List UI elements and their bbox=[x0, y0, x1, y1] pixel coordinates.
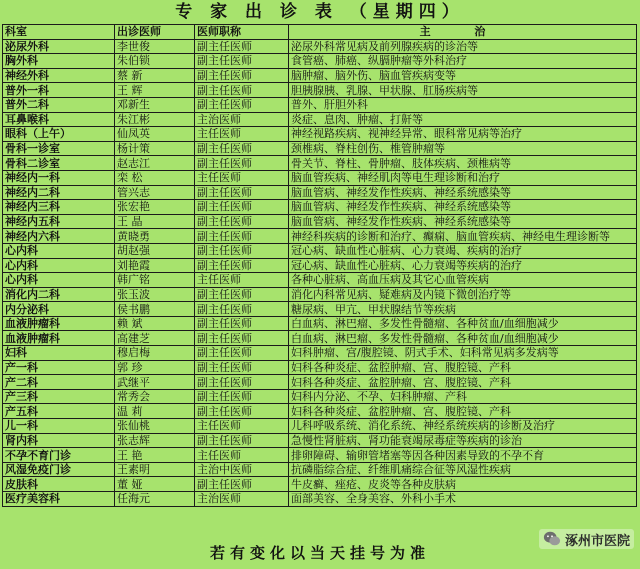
table-body bbox=[3, 39, 637, 506]
specialty-cell: 妇科各种炎症、盆腔肿瘤、宫、腹腔镜、产科 bbox=[289, 375, 637, 390]
rank-cell: 副主任医师 bbox=[195, 68, 289, 83]
watermark-text: 涿州市医院 bbox=[564, 533, 630, 549]
header-rank: 医师职称 bbox=[195, 25, 289, 40]
specialty-cell: 白血病、淋巴瘤、多发性骨髓瘤、各种贫血/血细胞减少 bbox=[289, 331, 637, 346]
rank-cell: 副主任医师 bbox=[195, 156, 289, 171]
rank-cell: 副主任医师 bbox=[195, 258, 289, 273]
table-row bbox=[3, 156, 637, 171]
doctor-cell: 管兴志 bbox=[115, 185, 195, 200]
table-row bbox=[3, 185, 637, 200]
dept-cell: 耳鼻喉科 bbox=[3, 112, 115, 127]
rank-cell: 副主任医师 bbox=[195, 316, 289, 331]
specialty-cell: 排卵障碍、输卵管堵塞等因各种因素导致的不孕不育 bbox=[289, 448, 637, 463]
dept-cell: 妇科 bbox=[3, 346, 115, 361]
table-row bbox=[3, 302, 637, 317]
specialty-cell: 食管癌、肺癌、纵膈肿瘤等外科治疗 bbox=[289, 54, 637, 69]
dept-cell: 肾内科 bbox=[3, 433, 115, 448]
table-row bbox=[3, 462, 637, 477]
table-row bbox=[3, 331, 637, 346]
rank-cell: 副主任医师 bbox=[195, 83, 289, 98]
specialty-cell: 脑血管病、神经发作性疾病、神经系统感染等 bbox=[289, 200, 637, 215]
specialty-cell: 冠心病、缺血性心脏病、心力衰竭、疾病的治疗 bbox=[289, 243, 637, 258]
table-row bbox=[3, 492, 637, 507]
table-row bbox=[3, 287, 637, 302]
specialty-cell: 脑血管病、神经发作性疾病、神经系统感染等 bbox=[289, 185, 637, 200]
specialty-cell: 妇科肿瘤、宫/腹腔镜、阴式手术、妇科常见病多发病等 bbox=[289, 346, 637, 361]
dept-cell: 神经内三科 bbox=[3, 200, 115, 215]
dept-cell: 心内科 bbox=[3, 258, 115, 273]
rank-cell: 副主任医师 bbox=[195, 302, 289, 317]
table-row bbox=[3, 39, 637, 54]
rank-cell: 副主任医师 bbox=[195, 185, 289, 200]
dept-cell: 神经内五科 bbox=[3, 214, 115, 229]
specialty-cell: 胆胰腺胰、乳腺、甲状腺、肛肠疾病等 bbox=[289, 83, 637, 98]
specialty-cell: 妇科内分泌、不孕、妇科肿瘤、产科 bbox=[289, 389, 637, 404]
header-dept: 科室 bbox=[3, 25, 115, 40]
rank-cell: 副主任医师 bbox=[195, 375, 289, 390]
specialty-cell: 急慢性肾脏病、肾功能衰竭尿毒症等疾病的诊治 bbox=[289, 433, 637, 448]
specialty-cell: 妇科各种炎症、盆腔肿瘤、宫、腹腔镜、产科 bbox=[289, 404, 637, 419]
specialty-cell: 牛皮癣、痤疮、皮炎等各种皮肤病 bbox=[289, 477, 637, 492]
rank-cell: 副主任医师 bbox=[195, 214, 289, 229]
specialty-cell: 泌尿外科常见病及前列腺疾病的诊治等 bbox=[289, 39, 637, 54]
page-title: 专 家 出 诊 表 （星期四） bbox=[175, 2, 465, 22]
dept-cell: 血液肿瘤科 bbox=[3, 316, 115, 331]
doctor-cell: 董 娅 bbox=[115, 477, 195, 492]
table-row bbox=[3, 316, 637, 331]
table-row bbox=[3, 112, 637, 127]
specialty-cell: 抗磷脂综合症、纤维肌痛综合征等风湿性疾病 bbox=[289, 462, 637, 477]
specialty-cell: 颈椎病、脊柱创伤、椎管肿瘤等 bbox=[289, 141, 637, 156]
specialty-cell: 脑血管疾病、神经肌肉等电生理诊断和治疗 bbox=[289, 170, 637, 185]
doctor-cell: 杨计策 bbox=[115, 141, 195, 156]
doctor-cell: 黄晓勇 bbox=[115, 229, 195, 244]
table-row bbox=[3, 170, 637, 185]
specialty-cell: 各种心脏病、高血压病及其它心血管疾病 bbox=[289, 273, 637, 288]
table-row bbox=[3, 360, 637, 375]
specialty-cell: 面部美容、全身美容、外科小手术 bbox=[289, 492, 637, 507]
specialty-cell: 神经视路疾病、视神经异常、眼科常见病等治疗 bbox=[289, 127, 637, 142]
doctor-cell: 王 晶 bbox=[115, 214, 195, 229]
rank-cell: 副主任医师 bbox=[195, 54, 289, 69]
table-row bbox=[3, 83, 637, 98]
table-row bbox=[3, 214, 637, 229]
doctor-cell: 邓新生 bbox=[115, 97, 195, 112]
specialty-cell: 普外、肝胆外科 bbox=[289, 97, 637, 112]
table-row bbox=[3, 68, 637, 83]
table-row bbox=[3, 346, 637, 361]
doctor-cell: 高建芝 bbox=[115, 331, 195, 346]
doctor-cell: 刘艳霞 bbox=[115, 258, 195, 273]
specialty-cell: 白血病、淋巴瘤、多发性骨髓瘤、各种贫血/血细胞减少 bbox=[289, 316, 637, 331]
specialty-cell: 冠心病、缺血性心脏病、心力衰竭等疾病的治疗 bbox=[289, 258, 637, 273]
dept-cell: 心内科 bbox=[3, 273, 115, 288]
rank-cell: 副主任医师 bbox=[195, 360, 289, 375]
rank-cell: 副主任医师 bbox=[195, 287, 289, 302]
doctor-cell: 王素明 bbox=[115, 462, 195, 477]
dept-cell: 神经内二科 bbox=[3, 185, 115, 200]
specialty-cell: 脑血管病、神经发作性疾病、神经系统感染等 bbox=[289, 214, 637, 229]
dept-cell: 心内科 bbox=[3, 243, 115, 258]
dept-cell: 神经内一科 bbox=[3, 170, 115, 185]
table-row bbox=[3, 375, 637, 390]
rank-cell: 副主任医师 bbox=[195, 243, 289, 258]
table-row bbox=[3, 404, 637, 419]
rank-cell: 副主任医师 bbox=[195, 200, 289, 215]
schedule-table bbox=[2, 24, 637, 507]
doctor-cell: 张仙桃 bbox=[115, 419, 195, 434]
rank-cell: 主任医师 bbox=[195, 273, 289, 288]
table-row bbox=[3, 389, 637, 404]
dept-cell: 不孕不育门诊 bbox=[3, 448, 115, 463]
doctor-cell: 任海元 bbox=[115, 492, 195, 507]
rank-cell: 副主任医师 bbox=[195, 331, 289, 346]
dept-cell: 眼科（上午） bbox=[3, 127, 115, 142]
rank-cell: 主任医师 bbox=[195, 448, 289, 463]
doctor-cell: 王 艳 bbox=[115, 448, 195, 463]
dept-cell: 内分泌科 bbox=[3, 302, 115, 317]
specialty-cell: 儿科呼吸系统、消化系统、神经系统疾病的诊断及治疗 bbox=[289, 419, 637, 434]
doctor-cell: 李世俊 bbox=[115, 39, 195, 54]
dept-cell: 神经内六科 bbox=[3, 229, 115, 244]
specialty-cell: 炎症、息肉、肿瘤、打鼾等 bbox=[289, 112, 637, 127]
dept-cell: 皮肤科 bbox=[3, 477, 115, 492]
dept-cell: 产五科 bbox=[3, 404, 115, 419]
header-doctor: 出诊医师 bbox=[115, 25, 195, 40]
rank-cell: 副主任医师 bbox=[195, 404, 289, 419]
doctor-cell: 仙凤英 bbox=[115, 127, 195, 142]
doctor-cell: 朱伯锁 bbox=[115, 54, 195, 69]
doctor-cell: 蔡 新 bbox=[115, 68, 195, 83]
dept-cell: 神经外科 bbox=[3, 68, 115, 83]
watermark bbox=[539, 529, 634, 549]
specialty-cell: 糖尿病、甲亢、甲状腺结节等疾病 bbox=[289, 302, 637, 317]
table-row bbox=[3, 273, 637, 288]
rank-cell: 副主任医师 bbox=[195, 39, 289, 54]
table-row bbox=[3, 477, 637, 492]
table-row bbox=[3, 141, 637, 156]
table-row bbox=[3, 97, 637, 112]
doctor-cell: 赖 斌 bbox=[115, 316, 195, 331]
dept-cell: 骨科二诊室 bbox=[3, 156, 115, 171]
table-row bbox=[3, 448, 637, 463]
doctor-cell: 张玉波 bbox=[115, 287, 195, 302]
doctor-cell: 常秀会 bbox=[115, 389, 195, 404]
rank-cell: 副主任医师 bbox=[195, 433, 289, 448]
rank-cell: 主治医师 bbox=[195, 492, 289, 507]
doctor-cell: 武继平 bbox=[115, 375, 195, 390]
rank-cell: 副主任医师 bbox=[195, 389, 289, 404]
rank-cell: 主治医师 bbox=[195, 112, 289, 127]
rank-cell: 副主任医师 bbox=[195, 97, 289, 112]
dept-cell: 泌尿外科 bbox=[3, 39, 115, 54]
doctor-cell: 侯书鹏 bbox=[115, 302, 195, 317]
doctor-cell: 朱江彬 bbox=[115, 112, 195, 127]
rank-cell: 主任医师 bbox=[195, 170, 289, 185]
dept-cell: 儿一科 bbox=[3, 419, 115, 434]
header-main: 主 治 bbox=[289, 25, 637, 40]
doctor-cell: 张志辉 bbox=[115, 433, 195, 448]
dept-cell: 消化内二科 bbox=[3, 287, 115, 302]
table-header-row bbox=[3, 25, 637, 40]
specialty-cell: 妇科各种炎症、盆腔肿瘤、宫、腹腔镜、产科 bbox=[289, 360, 637, 375]
dept-cell: 血液肿瘤科 bbox=[3, 331, 115, 346]
rank-cell: 主治中医师 bbox=[195, 462, 289, 477]
table-row bbox=[3, 419, 637, 434]
doctor-cell: 穆启梅 bbox=[115, 346, 195, 361]
table-row bbox=[3, 258, 637, 273]
specialty-cell: 神经科疾病的诊断和治疗、癫痫、脑血管疾病、神经电生理诊断等 bbox=[289, 229, 637, 244]
doctor-cell: 郭 珍 bbox=[115, 360, 195, 375]
doctor-cell: 韩广铭 bbox=[115, 273, 195, 288]
table-row bbox=[3, 54, 637, 69]
rank-cell: 副主任医师 bbox=[195, 346, 289, 361]
specialty-cell: 脑肿瘤、脑外伤、脑血管疾病变等 bbox=[289, 68, 637, 83]
dept-cell: 普外二科 bbox=[3, 97, 115, 112]
table-row bbox=[3, 243, 637, 258]
rank-cell: 主任医师 bbox=[195, 419, 289, 434]
dept-cell: 产三科 bbox=[3, 389, 115, 404]
dept-cell: 风湿免疫门诊 bbox=[3, 462, 115, 477]
rank-cell: 主任医师 bbox=[195, 127, 289, 142]
dept-cell: 胸外科 bbox=[3, 54, 115, 69]
dept-cell: 骨科一诊室 bbox=[3, 141, 115, 156]
table-row bbox=[3, 200, 637, 215]
rank-cell: 副主任医师 bbox=[195, 477, 289, 492]
rank-cell: 副主任医师 bbox=[195, 229, 289, 244]
doctor-cell: 胡赵强 bbox=[115, 243, 195, 258]
doctor-cell: 张宏艳 bbox=[115, 200, 195, 215]
doctor-cell: 赵志江 bbox=[115, 156, 195, 171]
specialty-cell: 骨关节、脊柱、骨肿瘤、肢体疾病、颈椎病等 bbox=[289, 156, 637, 171]
dept-cell: 普外一科 bbox=[3, 83, 115, 98]
dept-cell: 产二科 bbox=[3, 375, 115, 390]
specialty-cell: 消化内科常见病、疑难病及内镜下微创治疗等 bbox=[289, 287, 637, 302]
footer-note: 若有变化以当天挂号为准 bbox=[209, 544, 430, 562]
doctor-cell: 栾 松 bbox=[115, 170, 195, 185]
rank-cell: 副主任医师 bbox=[195, 141, 289, 156]
doctor-cell: 王 辉 bbox=[115, 83, 195, 98]
doctor-cell: 温 莉 bbox=[115, 404, 195, 419]
table-row bbox=[3, 127, 637, 142]
table-row bbox=[3, 229, 637, 244]
wechat-icon bbox=[543, 530, 561, 548]
dept-cell: 医疗美容科 bbox=[3, 492, 115, 507]
dept-cell: 产一科 bbox=[3, 360, 115, 375]
table-row bbox=[3, 433, 637, 448]
